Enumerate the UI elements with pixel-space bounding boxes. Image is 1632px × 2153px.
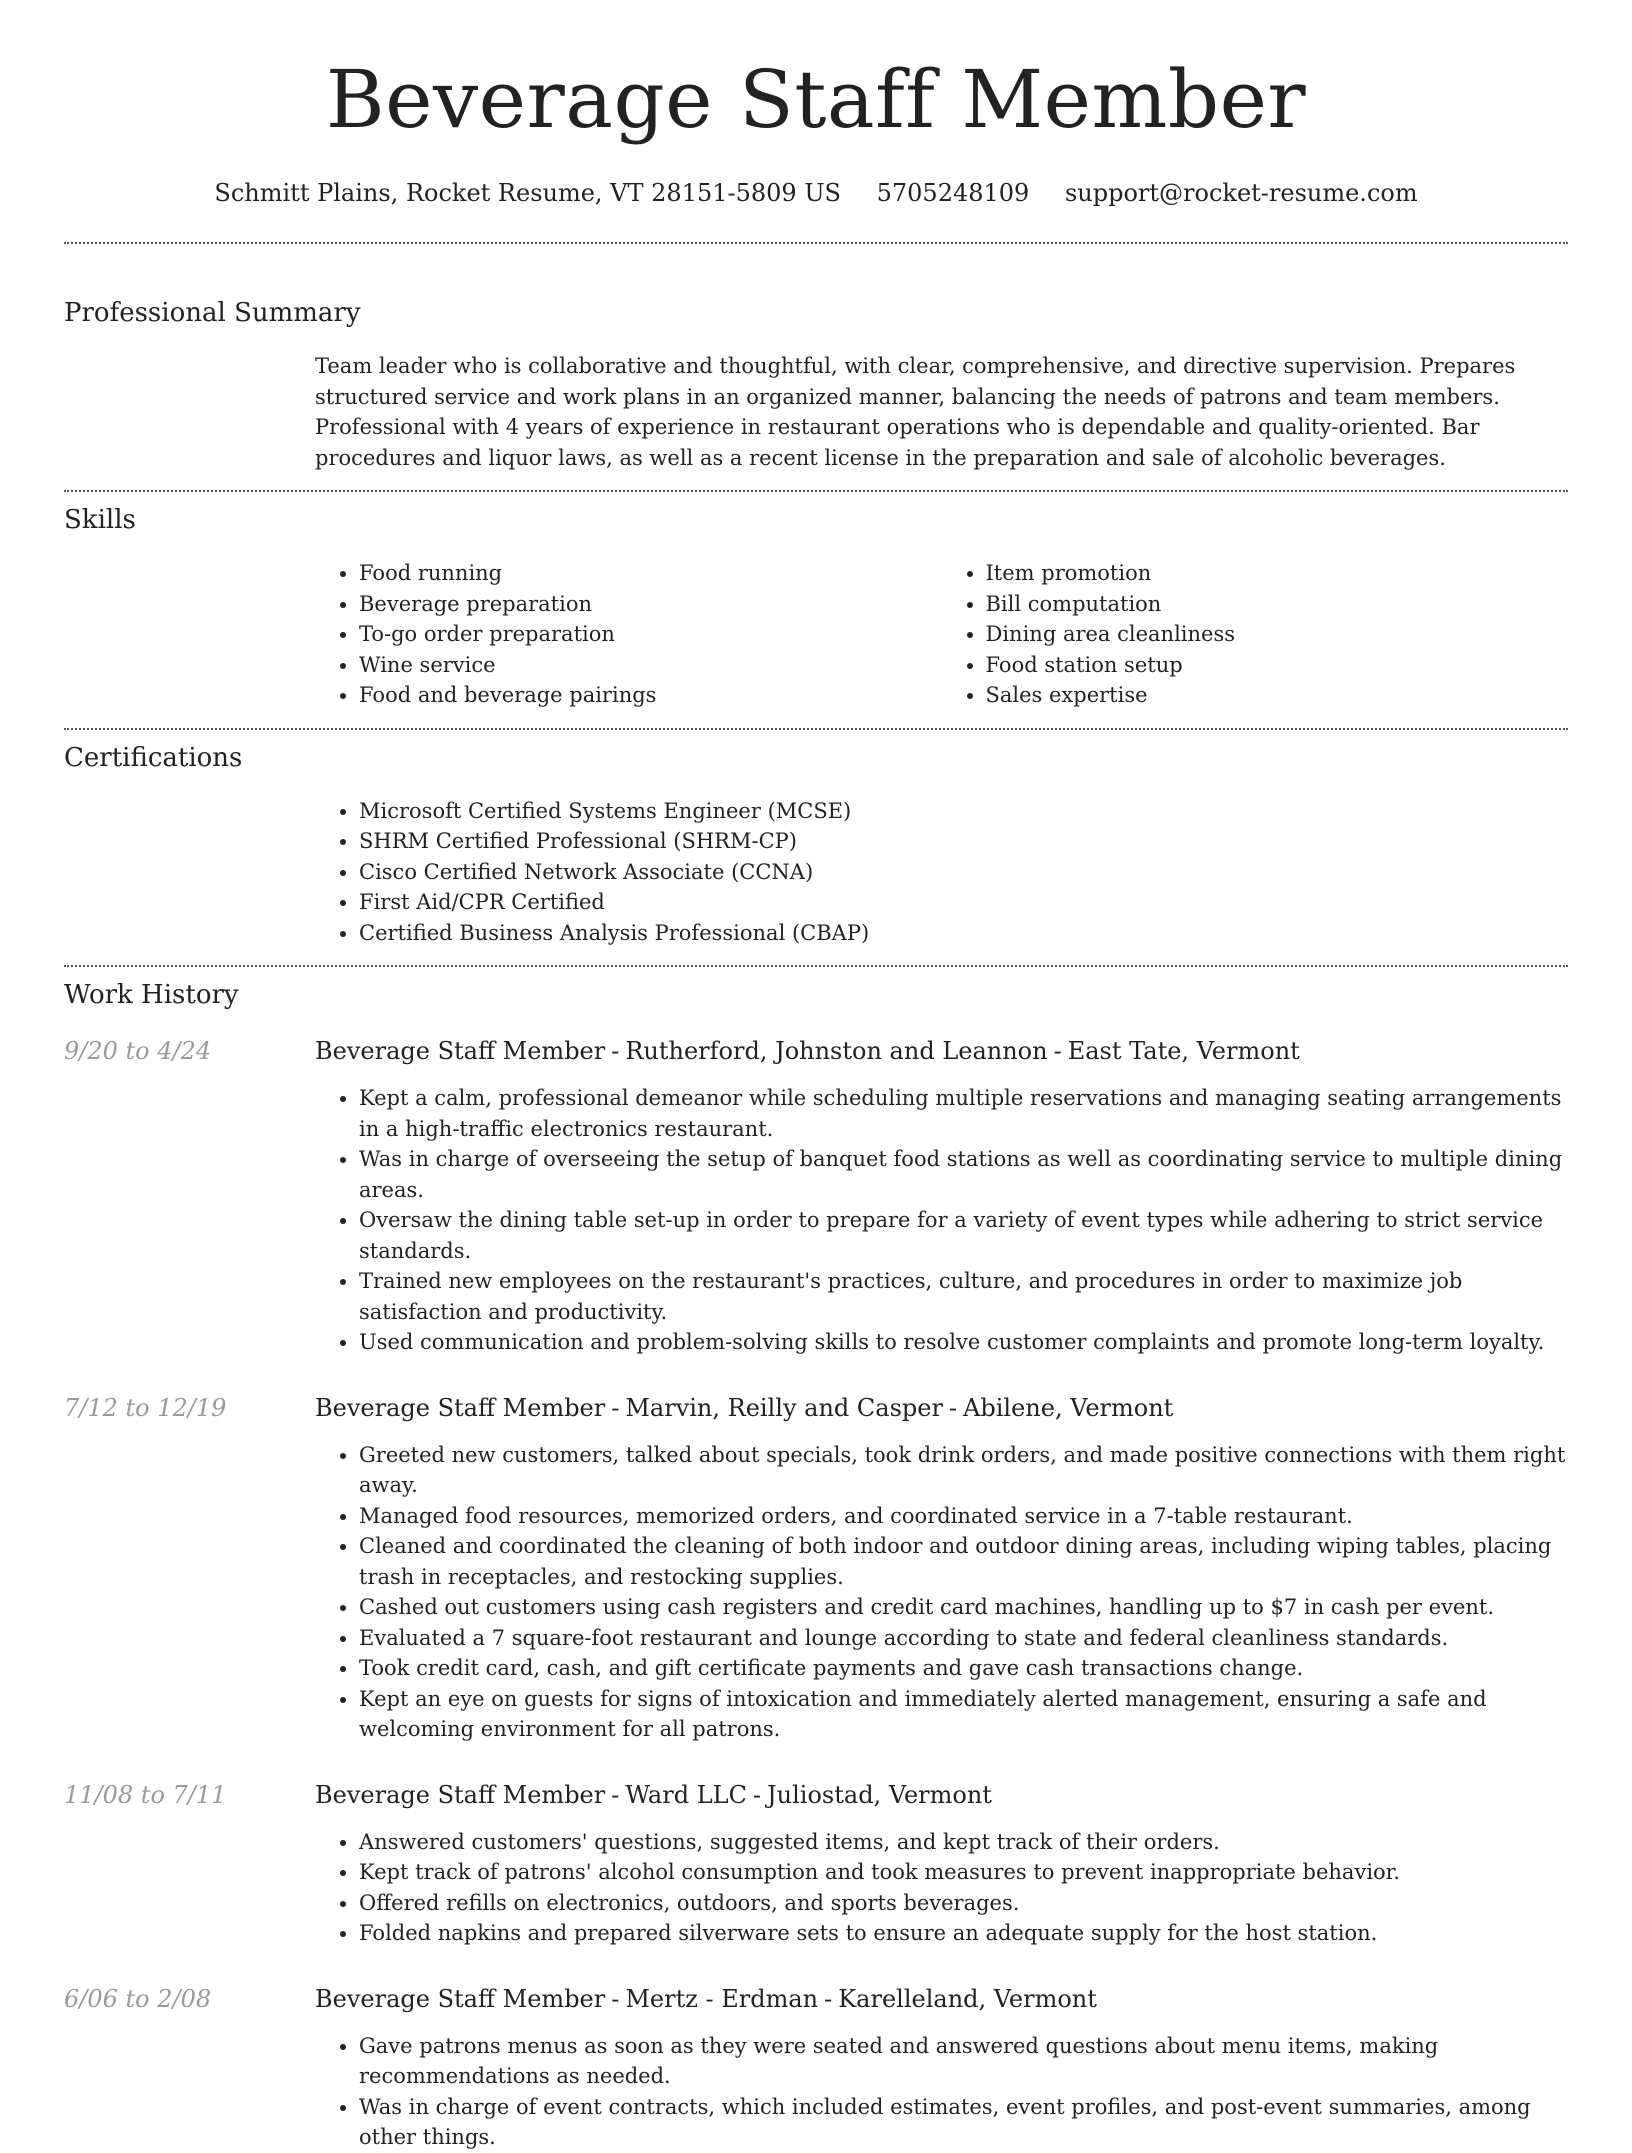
job-role: Beverage Staff Member bbox=[315, 1393, 606, 1422]
job-bullet: • Greeted new customers, talked about specials, took drink orders, and made positive connections with them right away. bbox=[359, 1440, 1568, 1501]
certification-item: • SHRM Certified Professional (SHRM-CP) bbox=[359, 826, 1568, 857]
summary-heading: Professional Summary bbox=[64, 298, 361, 328]
certifications-heading: Certifications bbox=[64, 742, 243, 773]
certifications-body bbox=[315, 796, 1568, 949]
work-history-heading: Work History bbox=[64, 980, 239, 1010]
resume-title: Beverage Staff Member bbox=[325, 53, 1307, 146]
job-bullet: • Cleaned and coordinated the cleaning of both indoor and outdoor dining areas, including wiping tables, placing trash in receptacles, and restocking supplies. bbox=[359, 1531, 1568, 1592]
job-bullet: • Trained new employees on the restaurant's practices, culture, and procedures in order to maximize job satisfaction and productivity. bbox=[359, 1266, 1568, 1327]
job-role: Beverage Staff Member bbox=[315, 1780, 606, 1809]
skills-list-right bbox=[942, 558, 1569, 711]
job-bullet: • Cashed out customers using cash registers and credit card machines, handling up to $7 in cash per event. bbox=[359, 1592, 1568, 1623]
work-history-section bbox=[64, 967, 1568, 2153]
job-bullet: • Managed food resources, memorized orders, and coordinated service in a 7-table restaurant. bbox=[359, 1501, 1568, 1532]
job-bullets bbox=[315, 1827, 1568, 1949]
job-bullet: • Gave patrons menus as soon as they were seated and answered questions about menu items, making recommendations as needed. bbox=[359, 2031, 1568, 2092]
job-company: Rutherford, Johnston and Leannon bbox=[625, 1037, 1048, 1065]
job-bullet: • Answered customers' questions, suggested items, and kept track of their orders. bbox=[359, 1827, 1568, 1858]
job-location: Abilene, Vermont bbox=[963, 1393, 1174, 1422]
job-bullet: • Kept an eye on guests for signs of intoxication and immediately alerted management, ensuring a safe and welcoming environment for all patrons. bbox=[359, 1684, 1568, 1745]
job-location: Karelleland, Vermont bbox=[838, 1984, 1097, 2013]
summary-body bbox=[315, 351, 1568, 473]
summary-section bbox=[64, 244, 1568, 473]
skill-item: • Beverage preparation bbox=[359, 589, 942, 620]
summary-text: Team leader who is collaborative and thoughtful, with clear, comprehensive, and directive supervision. Prepares structured service and work plans in an organized manner, balancing the needs of patrons and team members. Professional with 4 years of experience in restaurant operations who is dependable and quality-oriented. Bar procedures and liquor laws, as well as a recent license in the preparation and sale of alcoholic beverages. bbox=[315, 354, 1516, 470]
job-dates: 7/12 to 12/19 bbox=[64, 1393, 227, 1422]
skill-item: • Sales expertise bbox=[986, 680, 1569, 711]
job-title: Beverage Staff Member - Mertz - Erdman - Karelleland, Vermont bbox=[315, 1984, 1097, 2013]
contact-email: support@rocket-resume.com bbox=[1064, 179, 1418, 207]
job-bullets bbox=[315, 1440, 1568, 1745]
job-entry bbox=[64, 1983, 1568, 2153]
job-details bbox=[315, 1983, 1568, 2153]
certifications-section bbox=[64, 730, 1568, 949]
job-bullet: • Used communication and problem-solving skills to resolve customer complaints and promote long-term loyalty. bbox=[359, 1327, 1568, 1358]
job-entry bbox=[64, 1035, 1568, 1358]
job-company: Marvin, Reilly and Casper bbox=[625, 1393, 943, 1422]
skill-item: • Food and beverage pairings bbox=[359, 680, 942, 711]
skill-item: • Item promotion bbox=[986, 558, 1569, 589]
job-bullet: • Folded napkins and prepared silverware sets to ensure an adequate supply for the host station. bbox=[359, 1918, 1568, 1949]
job-bullet: • Evaluated a 7 square-foot restaurant and lounge according to state and federal cleanliness standards. bbox=[359, 1623, 1568, 1654]
job-entry bbox=[64, 1779, 1568, 1949]
contact-address: Schmitt Plains, Rocket Resume, VT 28151-5809 US bbox=[214, 179, 841, 207]
skills-heading: Skills bbox=[64, 505, 136, 535]
skill-item: • Bill computation bbox=[986, 589, 1569, 620]
job-details bbox=[315, 1779, 1568, 1949]
job-bullet: • Oversaw the dining table set-up in order to prepare for a variety of event types while adhering to strict service standards. bbox=[359, 1205, 1568, 1266]
job-role: Beverage Staff Member bbox=[315, 1984, 606, 2013]
contact-phone: 5705248109 bbox=[876, 179, 1030, 207]
job-location: East Tate, Vermont bbox=[1067, 1037, 1300, 1065]
job-bullet: • Kept track of patrons' alcohol consumption and took measures to prevent inappropriate behavior. bbox=[359, 1857, 1568, 1888]
job-details bbox=[315, 1392, 1568, 1745]
job-dates: 11/08 to 7/11 bbox=[64, 1780, 227, 1809]
job-bullet: • Kept a calm, professional demeanor while scheduling multiple reservations and managing seating arrangements in a high-traffic electronics restaurant. bbox=[359, 1083, 1568, 1144]
job-company: Ward LLC bbox=[625, 1780, 747, 1809]
job-bullet: • Was in charge of event contracts, which included estimates, event profiles, and post-event summaries, among other things. bbox=[359, 2092, 1568, 2153]
job-dates: 6/06 to 2/08 bbox=[64, 1984, 212, 2013]
job-bullet: • Offered refills on electronics, outdoors, and sports beverages. bbox=[359, 1888, 1568, 1919]
contact-line bbox=[64, 178, 1568, 208]
certifications-list bbox=[315, 796, 1568, 949]
certification-item: • Certified Business Analysis Professional (CBAP) bbox=[359, 918, 1568, 949]
job-role: Beverage Staff Member bbox=[315, 1037, 606, 1065]
skill-item: • Wine service bbox=[359, 650, 942, 681]
job-bullets bbox=[315, 2031, 1568, 2153]
job-bullet: • Took credit card, cash, and gift certificate payments and gave cash transactions change. bbox=[359, 1653, 1568, 1684]
job-location: Juliostad, Vermont bbox=[767, 1780, 992, 1809]
job-title: Beverage Staff Member - Ward LLC - Juliostad, Vermont bbox=[315, 1780, 992, 1809]
skill-item: • Dining area cleanliness bbox=[986, 619, 1569, 650]
job-bullet: • Was in charge of overseeing the setup of banquet food stations as well as coordinating service to multiple dining areas. bbox=[359, 1144, 1568, 1205]
job-title: Beverage Staff Member - Marvin, Reilly and Casper - Abilene, Vermont bbox=[315, 1393, 1174, 1422]
skill-item: • Food station setup bbox=[986, 650, 1569, 681]
skills-section bbox=[64, 492, 1568, 711]
job-details bbox=[315, 1035, 1568, 1358]
job-company: Mertz - Erdman bbox=[625, 1984, 819, 2013]
skills-grid bbox=[315, 558, 1568, 711]
job-bullets bbox=[315, 1083, 1568, 1358]
job-title: Beverage Staff Member - Rutherford, Johnston and Leannon - East Tate, Vermont bbox=[315, 1037, 1300, 1065]
job-dates: 9/20 to 4/24 bbox=[64, 1037, 212, 1065]
job-entry bbox=[64, 1392, 1568, 1745]
certification-item: • First Aid/CPR Certified bbox=[359, 887, 1568, 918]
certification-item: • Microsoft Certified Systems Engineer (MCSE) bbox=[359, 796, 1568, 827]
skill-item: • To-go order preparation bbox=[359, 619, 942, 650]
skills-list-left bbox=[315, 558, 942, 711]
skill-item: • Food running bbox=[359, 558, 942, 589]
certification-item: • Cisco Certified Network Associate (CCNA) bbox=[359, 857, 1568, 888]
